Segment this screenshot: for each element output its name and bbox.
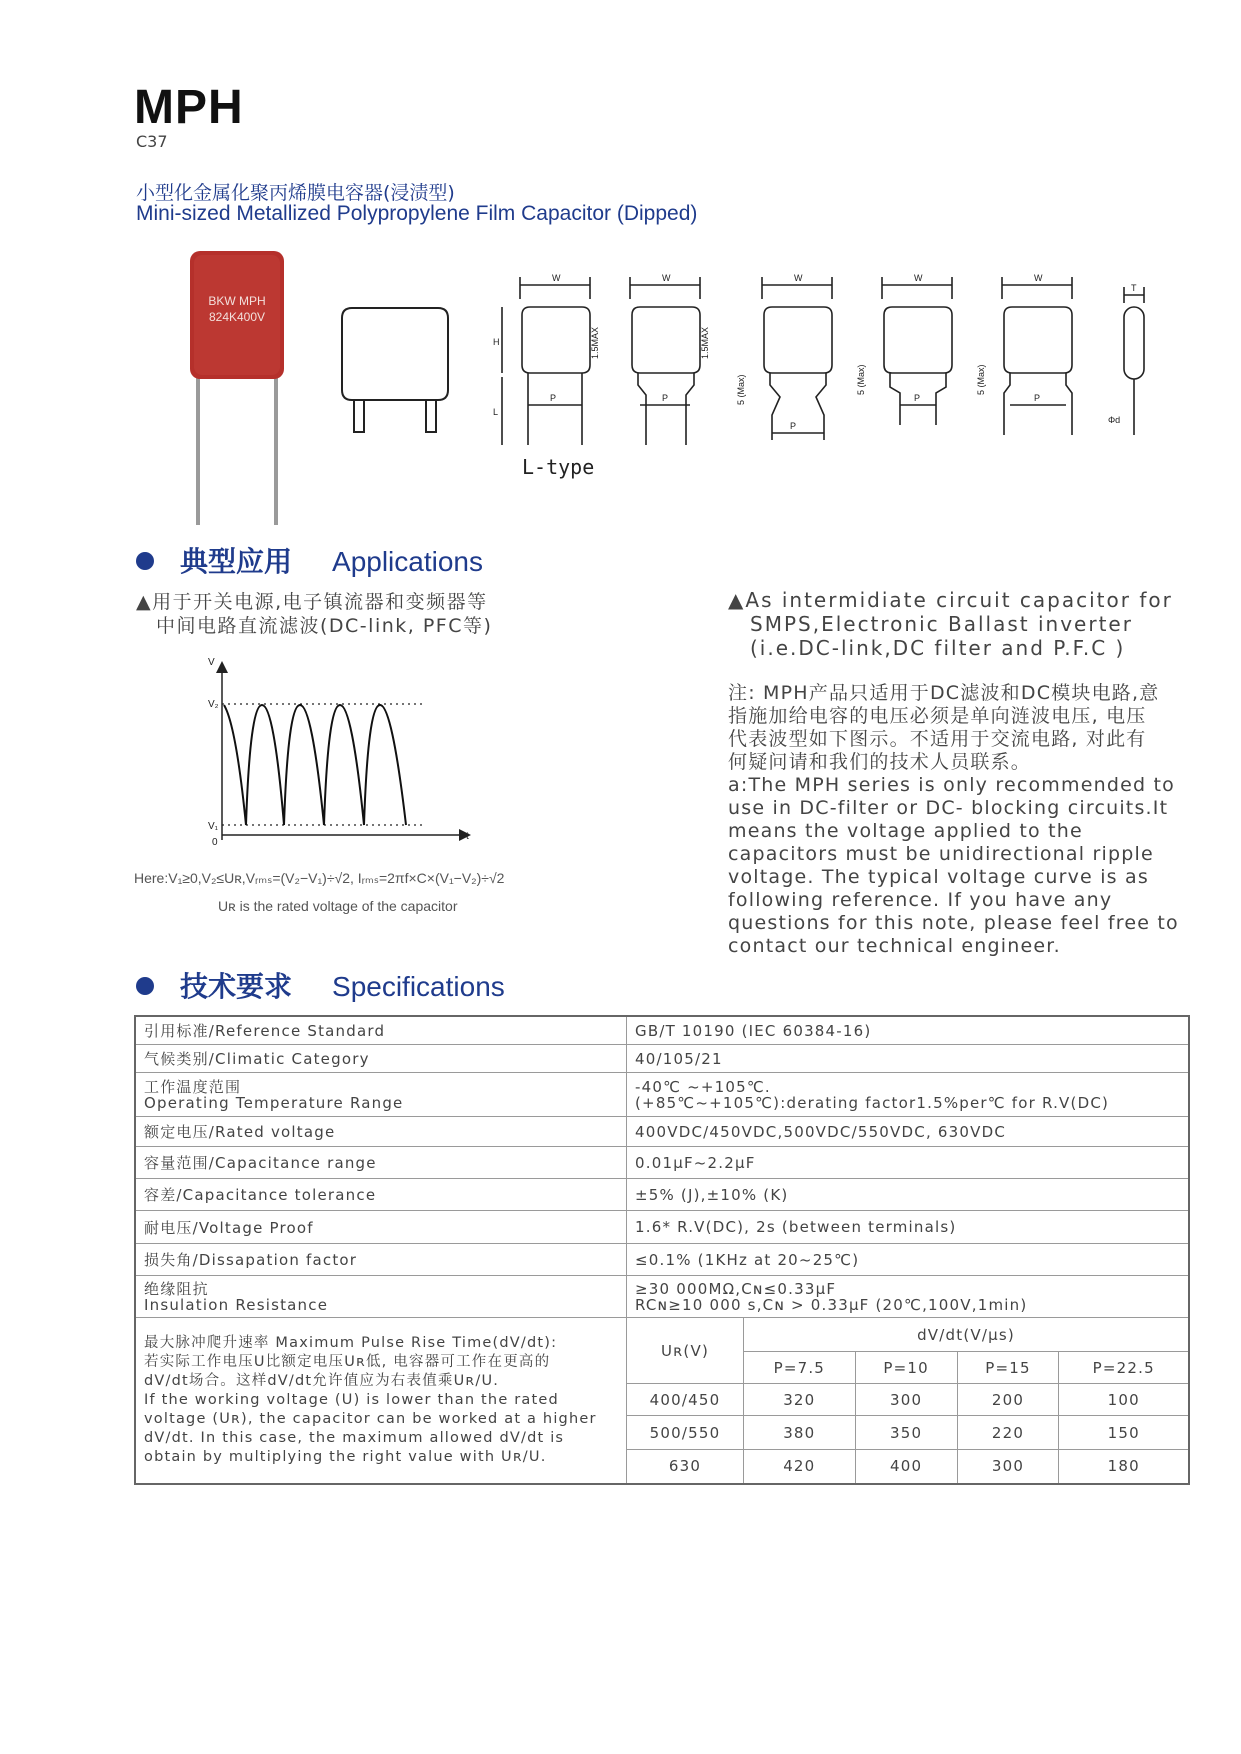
spec-value: 1.6* R.V(DC), 2s (between terminals)	[627, 1211, 1190, 1244]
specifications-heading-en: Specifications	[332, 971, 505, 1002]
applications-heading	[136, 540, 483, 580]
table-row	[135, 1016, 1189, 1045]
spec-label	[135, 1276, 627, 1318]
spec-label-en: Insulation Resistance	[144, 1295, 329, 1314]
dvdt-value: 350	[855, 1416, 957, 1450]
pulse-desc-6: dV/dt. In this case, the maximum allowed dV/dt is	[144, 1429, 565, 1446]
bullet-icon	[136, 977, 154, 995]
spec-value: 400VDC/450VDC,500VDC/550VDC, 630VDC	[627, 1117, 1190, 1147]
pitch-header: P=10	[855, 1352, 957, 1384]
note-en-3: means the voltage applied to the	[728, 820, 1083, 842]
dvdt-value: 320	[744, 1384, 856, 1416]
specifications-heading-cn: 技术要求	[180, 971, 293, 1002]
ur-header: Uʀ(V)	[627, 1318, 744, 1384]
spec-value-2: RCɴ≥10 000 s,Cɴ > 0.33μF (20℃,100V,1min)	[635, 1295, 1028, 1314]
table-row	[135, 1211, 1189, 1244]
dim-t: T	[1131, 283, 1137, 293]
app-right-line-2: SMPS,Electronic Ballast inverter	[750, 612, 1133, 636]
dim-h: H	[493, 337, 500, 347]
note-en-6: following reference. If you have any	[728, 889, 1113, 911]
subtitle-en: Mini-sized Metallized Polypropylene Film Capacitor (Dipped)	[136, 202, 698, 225]
dim-max-1: 1.5MAX	[590, 326, 600, 359]
applications-left	[136, 590, 492, 638]
dim-w-5: W	[1034, 273, 1043, 283]
dim-5max-1: 5 (Max)	[736, 374, 746, 405]
spec-label: 容量范围/Capacitance range	[135, 1147, 627, 1179]
table-row	[135, 1147, 1189, 1179]
dim-p-4: P	[914, 393, 921, 403]
dvdt-value: 180	[1059, 1450, 1189, 1484]
bullet-icon	[136, 552, 154, 570]
applications-right	[728, 588, 1173, 660]
formula-note: Uʀ is the rated voltage of the capacitor	[218, 898, 458, 914]
dim-5max-2: 5 (Max)	[856, 364, 866, 395]
dvdt-value: 420	[744, 1450, 856, 1484]
capacitor-photo	[180, 245, 300, 530]
spec-label-cn: 绝缘阻抗	[144, 1279, 209, 1298]
spec-value	[627, 1276, 1190, 1318]
dvdt-value: 300	[957, 1450, 1059, 1484]
dim-w-1: W	[552, 273, 561, 283]
waveform-origin-label: 0	[212, 837, 218, 848]
dvdt-value: 300	[855, 1384, 957, 1416]
dim-w-2: W	[662, 273, 671, 283]
pulse-desc-4: If the working voltage (U) is lower than the rated	[144, 1391, 559, 1408]
outline-drawing	[340, 300, 455, 440]
note-cn-1: 注: MPH产品只适用于DC滤波和DC模块电路,意	[728, 682, 1160, 704]
dvdt-value: 200	[957, 1384, 1059, 1416]
waveform-v1-label: V₁	[208, 821, 219, 832]
dimension-drawings	[490, 265, 1170, 455]
spec-value: ≤0.1% (1KHz at 20~25℃)	[627, 1244, 1190, 1276]
ur-value: 500/550	[627, 1416, 744, 1450]
table-row	[135, 1073, 1189, 1117]
dim-p-5: P	[1034, 393, 1041, 403]
subtitle-cn: 小型化金属化聚丙烯膜电容器(浸渍型)	[136, 182, 455, 204]
spec-value: 40/105/21	[627, 1045, 1190, 1073]
pulse-desc-1: 最大脉冲爬升速率 Maximum Pulse Rise Time(dV/dt):	[144, 1334, 558, 1351]
spec-label: 气候类别/Climatic Category	[135, 1045, 627, 1073]
spec-value: GB/T 10190 (IEC 60384-16)	[627, 1016, 1190, 1045]
applications-heading-en: Applications	[332, 546, 483, 577]
photo-label-2: 824K400V	[208, 310, 266, 324]
spec-value-2: (+85℃~+105℃):derating factor1.5%per℃ for R.V(DC)	[635, 1093, 1110, 1112]
pitch-header: P=15	[957, 1352, 1059, 1384]
pulse-desc-7: obtain by multiplying the right value with Uʀ/U.	[144, 1448, 547, 1465]
formula: Here:V₁≥0,V₂≤Uʀ,Vᵣₘₛ=(V₂−V₁)÷√2, Iᵣₘₛ=2πf×C×(V₁−V₂)÷√2	[134, 870, 505, 886]
app-left-line-1: ▲用于开关电源,电子镇流器和变频器等	[136, 591, 488, 613]
spec-value	[627, 1073, 1190, 1117]
dim-l: L	[493, 407, 499, 417]
spec-value-1: ≥30 000MΩ,Cɴ≤0.33μF	[635, 1279, 837, 1298]
product-code: C37	[136, 132, 168, 151]
waveform-v-label: V	[208, 657, 215, 668]
spec-label-cn: 工作温度范围	[144, 1077, 242, 1096]
note-cn-3: 代表波型如下图示。不适用于交流电路, 对此有	[728, 728, 1147, 750]
note-en-5: voltage. The typical voltage curve is as	[728, 866, 1149, 888]
pulse-desc-3: dV/dt场合。这样dV/dt允许值应为右表值乘Uʀ/U.	[144, 1372, 500, 1389]
application-note	[728, 682, 1198, 958]
note-en-8: contact our technical engineer.	[728, 935, 1061, 957]
pulse-desc-2: 若实际工作电压U比额定电压Uʀ低, 电容器可工作在更高的	[144, 1353, 551, 1370]
dvdt-value: 380	[744, 1416, 856, 1450]
spec-label: 耐电压/Voltage Proof	[135, 1211, 627, 1244]
dvdt-value: 220	[957, 1416, 1059, 1450]
spec-label: 损失角/Dissapation factor	[135, 1244, 627, 1276]
note-en-4: capacitors must be unidirectional ripple	[728, 843, 1154, 865]
applications-heading-cn: 典型应用	[180, 546, 293, 577]
dim-max-2: 1.5MAX	[700, 326, 710, 359]
dim-phi: Φd	[1108, 415, 1121, 425]
spec-table	[134, 1015, 1190, 1485]
dim-5max-3: 5 (Max)	[976, 364, 986, 395]
spec-label: 额定电压/Rated voltage	[135, 1117, 627, 1147]
note-en-7: questions for this note, please feel free to	[728, 912, 1179, 934]
ur-value: 400/450	[627, 1384, 744, 1416]
dim-p-3: P	[790, 421, 797, 431]
app-right-line-1: ▲As intermidiate circuit capacitor for	[728, 588, 1173, 612]
photo-label-1: BKW MPH	[208, 294, 266, 308]
note-en-1: a:The MPH series is only recommended to	[728, 774, 1175, 796]
spec-label-en: Operating Temperature Range	[144, 1093, 404, 1112]
app-left-line-2: 中间电路直流滤波(DC-link, PFC等)	[156, 615, 493, 637]
dvdt-value: 100	[1059, 1384, 1189, 1416]
spec-value-1: -40℃ ~+105℃.	[635, 1077, 771, 1096]
dim-w-4: W	[914, 273, 923, 283]
pulse-desc-5: voltage (Uʀ), the capacitor can be worked at a higher	[144, 1410, 597, 1427]
dim-w-3: W	[794, 273, 803, 283]
table-row	[135, 1276, 1189, 1318]
dim-p-1: P	[550, 393, 557, 403]
spec-label: 容差/Capacitance tolerance	[135, 1179, 627, 1211]
dvdt-header: dV/dt(V/μs)	[744, 1318, 1190, 1352]
spec-value: ±5% (J),±10% (K)	[627, 1179, 1190, 1211]
table-row	[135, 1117, 1189, 1147]
pulse-description	[135, 1318, 627, 1484]
app-right-line-3: (i.e.DC-link,DC filter and P.F.C )	[750, 636, 1126, 660]
spec-value: 0.01μF~2.2μF	[627, 1147, 1190, 1179]
spec-label: 引用标准/Reference Standard	[135, 1016, 627, 1045]
dvdt-value: 150	[1059, 1416, 1189, 1450]
dim-p-2: P	[662, 393, 669, 403]
product-title: MPH	[134, 81, 244, 134]
table-row	[135, 1318, 1189, 1352]
ltype-label: L-type	[522, 455, 595, 479]
ripple-waveform	[200, 655, 480, 855]
pitch-header: P=22.5	[1059, 1352, 1189, 1384]
table-row	[135, 1244, 1189, 1276]
note-cn-2: 指施加给电容的电压必须是单向涟波电压, 电压	[728, 705, 1147, 727]
note-cn-4: 何疑问请和我们的技术人员联系。	[728, 751, 1032, 773]
waveform-v2-label: V₂	[208, 699, 219, 710]
table-row	[135, 1045, 1189, 1073]
spec-label	[135, 1073, 627, 1117]
specifications-heading	[136, 965, 505, 1005]
dvdt-value: 400	[855, 1450, 957, 1484]
waveform-t-label: t	[466, 831, 469, 842]
table-row	[135, 1179, 1189, 1211]
note-en-2: use in DC-filter or DC- blocking circuits.It	[728, 797, 1169, 819]
pitch-header: P=7.5	[744, 1352, 856, 1384]
ur-value: 630	[627, 1450, 744, 1484]
